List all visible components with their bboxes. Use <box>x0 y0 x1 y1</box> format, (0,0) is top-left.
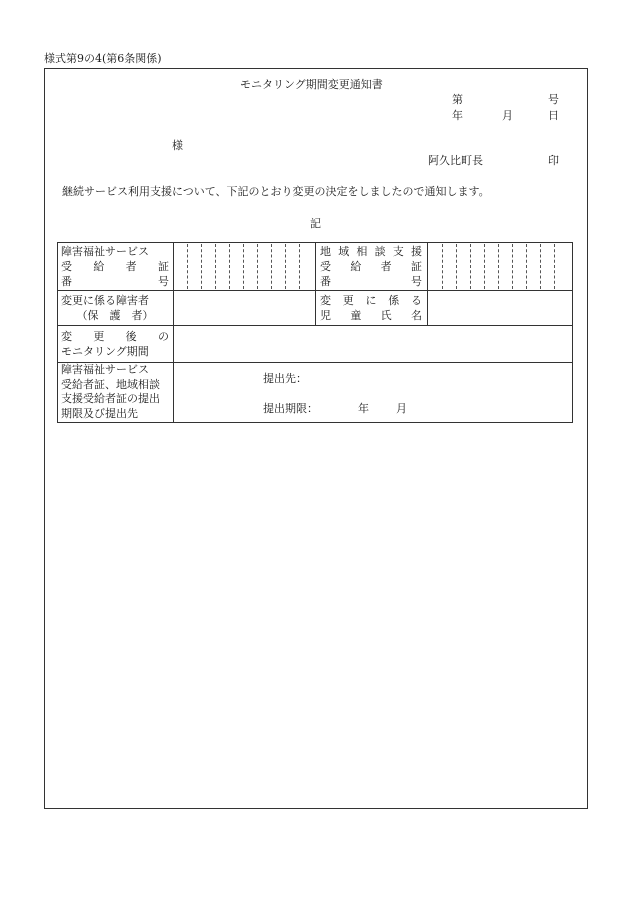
seal-mark: 印 <box>548 154 559 167</box>
form-frame <box>44 68 588 809</box>
ki-heading: 記 <box>310 217 321 230</box>
welfare-cert-label: 障害福祉サービス 受 給 者 証 番 号 <box>61 245 169 288</box>
date-year: 年 <box>452 109 463 122</box>
body-text: 継続サービス利用支援について、下記のとおり変更の決定をしましたので通知します。 <box>62 185 490 198</box>
recipient-suffix: 様 <box>172 139 183 152</box>
regional-cert-label: 地 域 相 談 支 援 受 給 者 証 番 号 <box>320 245 422 288</box>
person-label: 変更に係る障害者 （保 護 者） <box>61 294 154 322</box>
issuer-name: 阿久比町長 <box>428 154 483 167</box>
child-name-label: 変 更 に 係 る 児 童 氏 名 <box>320 294 422 322</box>
after-period-label: 変 更 後 の モニタリング期間 <box>61 330 169 358</box>
date-day: 日 <box>548 109 559 122</box>
deadline-year: 年 <box>358 402 369 415</box>
doc-no-gou: 号 <box>548 93 559 106</box>
document-title: モニタリング期間変更通知書 <box>240 78 383 91</box>
form-number: 様式第9の4(第6条関係) <box>44 52 162 65</box>
deadline-month: 月 <box>396 402 407 415</box>
date-month: 月 <box>502 109 513 122</box>
submission-deadline-label: 提出期限： <box>263 402 318 415</box>
submission-label: 障害福祉サービス 受給者証、地域相談 支援受給者証の提出 期限及び提出先 <box>61 363 160 420</box>
doc-no-dai: 第 <box>452 93 463 106</box>
info-table <box>57 242 573 423</box>
submission-destination-label: 提出先： <box>263 372 307 385</box>
